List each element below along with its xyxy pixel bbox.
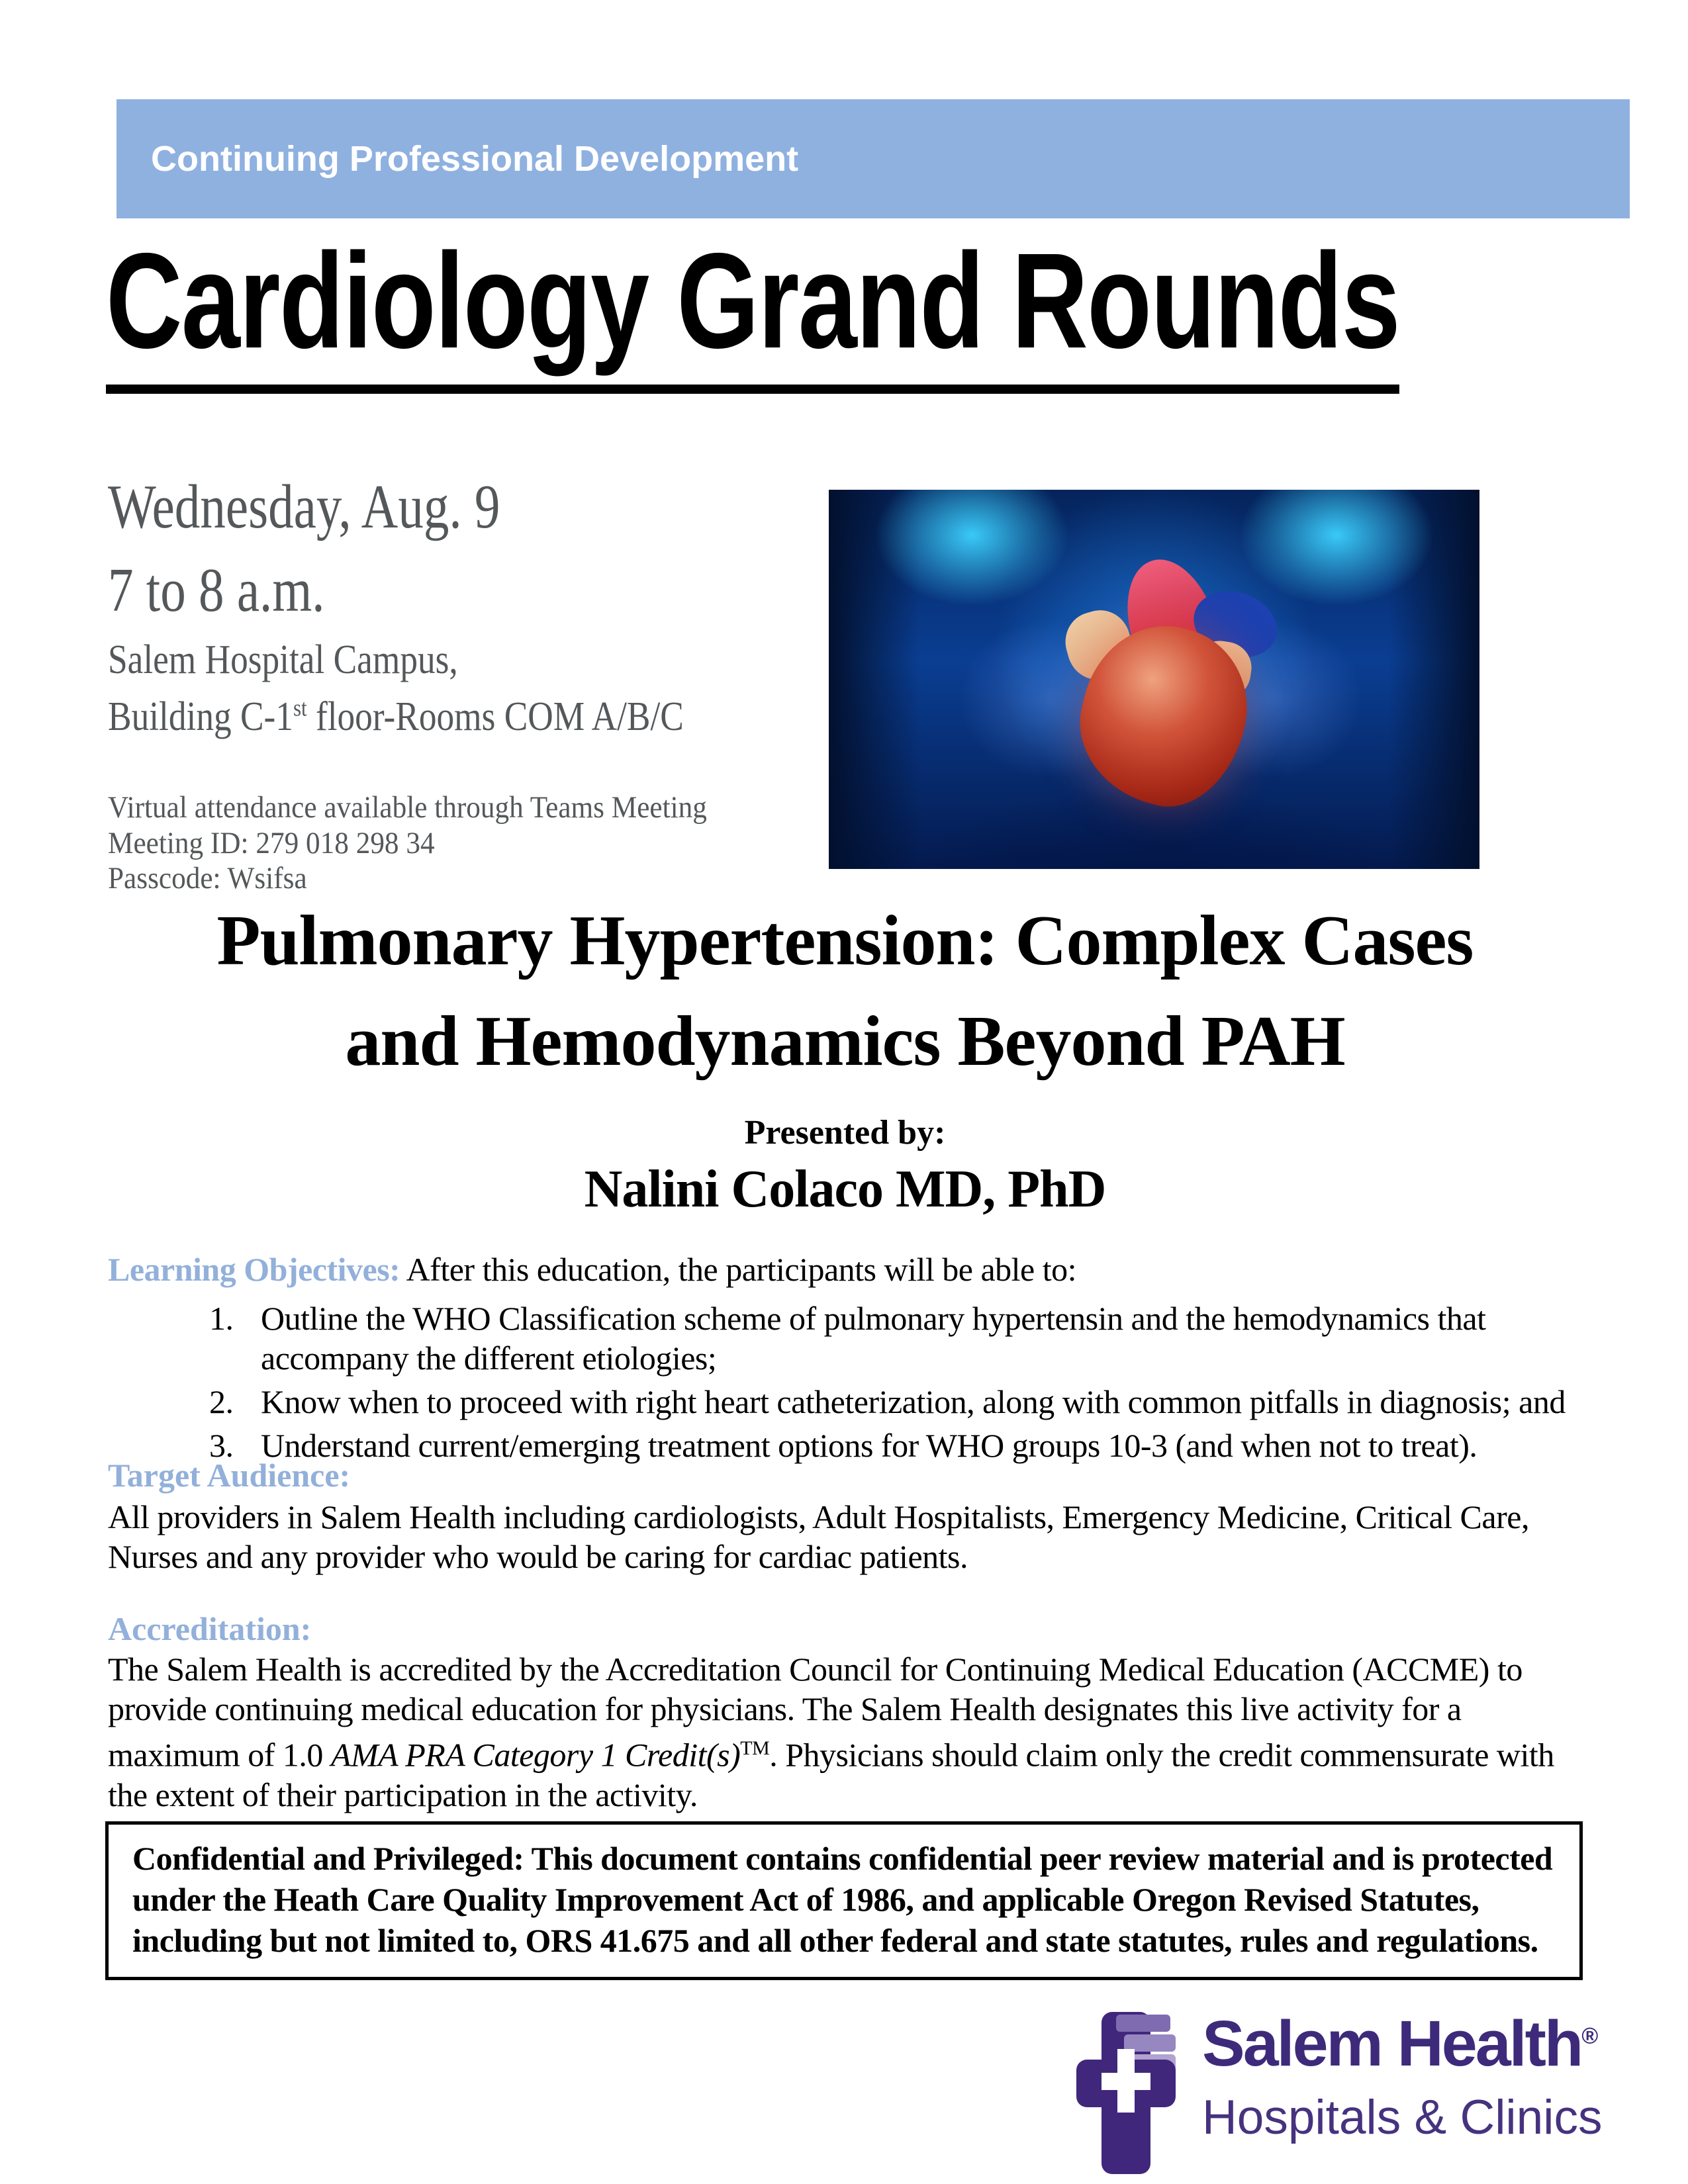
page-title: Cardiology Grand Rounds — [106, 233, 1399, 394]
accreditation-label: Accreditation: — [108, 1610, 312, 1647]
banner-label: Continuing Professional Development — [151, 139, 799, 179]
registered-mark: ® — [1581, 2023, 1599, 2049]
objective-text: Know when to proceed with right heart catheterization, along with common pitfalls in diagnosis; and — [261, 1383, 1566, 1420]
logo-tagline: Hospitals & Clinics — [1202, 2091, 1603, 2144]
credit-designation-italic: AMA PRA Category 1 Credit(s) — [330, 1736, 741, 1774]
objective-text: Outline the WHO Classification scheme of pulmonary hypertensin and the hemodynamics that accompany the different etiologies; — [261, 1300, 1486, 1377]
cross-white-plus — [1102, 2073, 1150, 2090]
cpd-banner — [117, 99, 1630, 218]
meeting-id-line: Meeting ID: 279 018 298 34 — [108, 826, 435, 860]
venue-line-1: Salem Hospital Campus, — [108, 637, 458, 682]
objective-item — [108, 1298, 1597, 1378]
objective-item — [108, 1382, 1597, 1422]
confidential-notice-text: Confidential and Privileged: This document contains confidential peer review material and is protected under the Heath Care Quality Improvement Act of 1986, and applicable Oregon Revised Statutes, including but not limited to, ORS 41.675 and all other federal and state statutes, rules and regulations. — [132, 1840, 1553, 1959]
accreditation-text: The Salem Health is accredited by the Accreditation Council for Continuing Medical Education (ACCME) to provide continuing medical education for physicians. The Salem Health designates this live activity for a maximum of 1.0 AMA PRA Category 1 Credit(s)™. Physicians should claim only the credit commensurate with the extent of their participation in the activity. — [108, 1651, 1554, 1813]
objectives-list — [108, 1298, 1597, 1465]
confidential-notice-box — [105, 1821, 1583, 1980]
trademark-superscript: TM — [740, 1737, 770, 1759]
cross-stripe — [1116, 2015, 1170, 2032]
salem-health-cross-icon — [1076, 2012, 1176, 2174]
event-time: 7 to 8 a.m. — [108, 556, 325, 625]
presented-by-label: Presented by: — [744, 1114, 946, 1152]
presenter-name: Nalini Colaco MD, PhD — [584, 1160, 1106, 1218]
objective-number: 3. — [209, 1427, 234, 1464]
page-title-wrap — [106, 225, 1688, 394]
objective-text: Understand current/emerging treatment options for WHO groups 10-3 (and when not to treat). — [261, 1427, 1477, 1464]
salem-health-logo — [1076, 2007, 1606, 2177]
talk-title — [108, 901, 1582, 1081]
talk-title-line1: Pulmonary Hypertension: Complex Cases — [216, 901, 1474, 980]
objective-number: 2. — [209, 1383, 234, 1420]
talk-title-line2: and Hemodynamics Beyond PAH — [345, 1002, 1345, 1081]
event-date: Wednesday, Aug. 9 — [108, 473, 500, 541]
target-audience-text: All providers in Salem Health including cardiologists, Adult Hospitalists, Emergency Medicine, Critical Care, Nurses and any provider who would be caring for cardiac patients. — [108, 1498, 1529, 1575]
learning-objectives-section — [108, 1250, 1597, 1465]
logo-name: Salem Health® — [1202, 2007, 1599, 2079]
passcode-line: Passcode: Wsifsa — [108, 861, 307, 895]
objective-number: 1. — [209, 1300, 234, 1337]
target-audience-label: Target Audience: — [108, 1457, 351, 1494]
objectives-label: Learning Objectives: — [108, 1251, 400, 1288]
chest-heart-illustration — [829, 490, 1479, 869]
virtual-attendance-line: Virtual attendance available through Teams Meeting — [108, 790, 707, 825]
venue-line-2: Building C-1st floor-Rooms COM A/B/C — [108, 694, 684, 739]
objectives-intro: Learning Objectives: After this education, the participants will be able to: — [108, 1251, 1077, 1288]
ordinal-superscript: st — [293, 694, 307, 721]
